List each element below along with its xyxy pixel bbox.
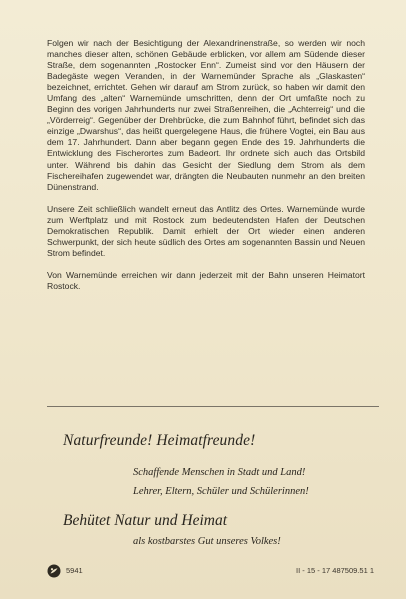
print-number: 5941 [66, 566, 83, 575]
article-body [47, 38, 365, 303]
slogan-line-2: Lehrer, Eltern, Schüler und Schülerinnen! [133, 486, 309, 497]
paragraph-1: Folgen wir nach der Besichtigung der Alexandrinenstraße, so werden wir noch manches dieser alten, schönen Gebäude erblicken, vor allem am Südende dieser Straße, dem sogenannten „Rostocker Enn“. Zumeist sind vor den Häusern der Badegäste wegen Veranden, in der Warnemünder Sprache als „Glaskasten“ bezeichnet, errichtet. Gehen wir darauf am Strom zurück, so haben wir damit den Umfang des „alten“ Warnemünde umschritten, denn der Ort umfaßte noch zu Beginn des vorigen Jahrhunderts nur zwei Straßenreihen, die „Achterreig“ und die „Vörderreig“. Gegenüber der Drehbrücke, die zum Bahnhof führt, befindet sich das einzige „Dwarshus“, das heißt quergelegene Haus, die frühere Vogtei, ein Bau aus dem 17. Jahrhundert. Dann aber begann gegen Ende des 19. Jahrhunderts die Entwicklung des Fischerortes zum Badeort. Ihr ordnete sich auch das Ortsbild unter. Während bis dahin das Gesicht der Siedlung dem Strom als dem Fischereihafen zugewendet war, drängten die Neubauten nunmehr an den breiten Dünenstrand. [47, 38, 365, 192]
slogan-line-1: Schaffende Menschen in Stadt und Land! [133, 467, 306, 478]
slogan-line-3: als kostbarstes Gut unseres Volkes! [133, 536, 281, 547]
publisher-logo-icon [47, 564, 61, 578]
print-code: II - 15 - 17 487509.51 1 [296, 566, 374, 575]
slogan-headline-1: Naturfreunde! Heimatfreunde! [63, 432, 256, 449]
slogan-headline-2: Behütet Natur und Heimat [63, 512, 228, 529]
paragraph-2: Unsere Zeit schließlich wandelt erneut das Antlitz des Ortes. Warnemünde wurde zum Werftplatz und mit Rostock zum bedeutendsten Hafen der Deutschen Demokratischen Republik. Damit erhielt der Ort wieder einen anderen Schwerpunkt, der sich heute südlich des Ortes am sogenannten Bassin und Neuen Strom befindet. [47, 203, 365, 258]
paragraph-3: Von Warnemünde erreichen wir dann jederzeit mit der Bahn unseren Heimatort Rostock. [47, 269, 365, 291]
section-divider [47, 406, 379, 407]
print-footer [0, 561, 406, 581]
